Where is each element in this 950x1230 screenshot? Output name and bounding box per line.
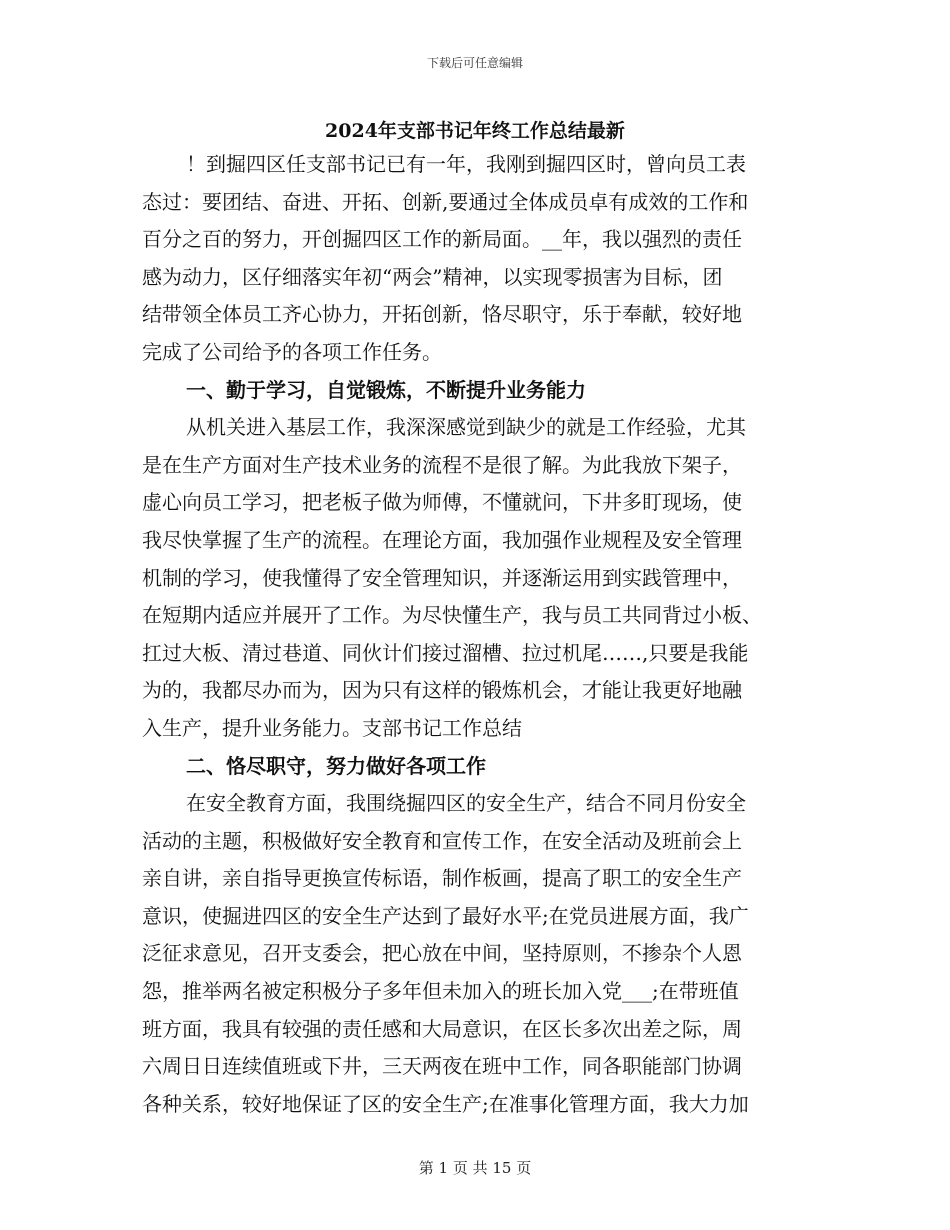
intro-line: 感为动力，区仔细落实年初“两会”精神，以实现零损害为目标，团	[142, 264, 723, 289]
section-1-line: 在短期内适应并展开了工作。为尽快懂生产，我与员工共同背过小板、	[142, 603, 762, 628]
section-2-line: 在安全教育方面，我围绕掘四区的安全生产，结合不同月份安全	[186, 791, 746, 816]
section-2-line: 怨，推举两名被定积极分子多年但未加入的班长加入党___;在带班值	[142, 979, 739, 1004]
section-2-line: 泛征求意见，召开支委会，把心放在中间，坚持原则，不掺杂个人恩	[142, 941, 742, 966]
section-1-line: 是在生产方面对生产技术业务的流程不是很了解。为此我放下架子，	[142, 452, 742, 477]
intro-line: 态过：要团结、奋进、开拓、创新,要通过全体成员卓有成效的工作和	[142, 189, 749, 214]
section-1-line: 机制的学习，使我懂得了安全管理知识，并逐渐运用到实践管理中，	[142, 565, 742, 590]
intro-line: 结带领全体员工齐心协力，开拓创新，恪尽职守，乐于奉献，较好地	[142, 302, 742, 327]
section-2-heading: 二、恪尽职守，努力做好各项工作	[186, 753, 486, 778]
section-1-line: 从机关进入基层工作，我深深感觉到缺少的就是工作经验，尤其	[186, 415, 746, 440]
document-body	[142, 146, 814, 1123]
section-1-line: 我尽快掌握了生产的流程。在理论方面，我加强作业规程及安全管理	[142, 527, 742, 552]
page-number: 第 1 页 共 15 页	[418, 1159, 532, 1177]
section-2-line: 各种关系，较好地保证了区的安全生产;在准事化管理方面，我大力加	[142, 1091, 749, 1116]
section-1-line: 为的，我都尽办而为，因为只有这样的锻炼机会，才能让我更好地融	[142, 678, 742, 703]
document-title: 2024年支部书记年终工作总结最新	[325, 120, 625, 142]
section-2-line: 亲自讲，亲自指导更换宣传标语，制作板画，提高了职工的安全生产	[142, 866, 742, 891]
header-note: 下载后可任意编辑	[426, 56, 523, 70]
section-2-line: 班方面，我具有较强的责任感和大局意识，在区长多次出差之际，周	[142, 1016, 742, 1041]
section-2-line: 活动的主题，积极做好安全教育和宣传工作，在安全活动及班前会上	[142, 828, 742, 853]
section-1-heading: 一、勤于学习，自觉锻炼，不断提升业务能力	[186, 377, 586, 402]
intro-line: 百分之百的努力，开创掘四区工作的新局面。__年，我以强烈的责任	[142, 227, 742, 252]
intro-line: ！到掘四区任支部书记已有一年，我刚到掘四区时，曾向员工表	[186, 152, 746, 176]
section-2-line: 意识，使掘进四区的安全生产达到了最好水平;在党员进展方面，我广	[142, 903, 749, 928]
section-1-line: 虚心向员工学习，把老板子做为师傅，不懂就问，下井多盯现场，使	[142, 490, 742, 515]
section-2-line: 六周日日连续值班或下井，三天两夜在班中工作，同各职能部门协调	[142, 1054, 742, 1079]
section-1-line: 入生产，提升业务能力。支部书记工作总结	[142, 715, 522, 740]
intro-line: 完成了公司给予的各项工作任务。	[142, 339, 442, 364]
section-1-line: 扛过大板、清过巷道、同伙计们接过溜槽、拉过机尾……,只要是我能	[142, 640, 749, 665]
